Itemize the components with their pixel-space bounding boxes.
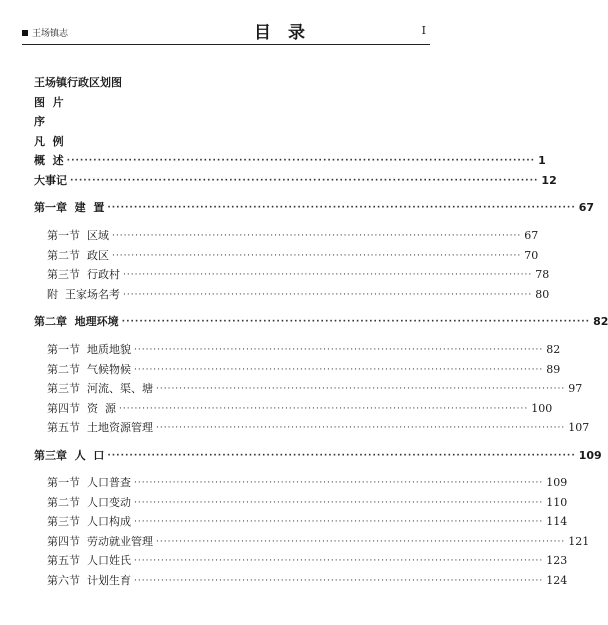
toc-page: 12 bbox=[541, 174, 557, 187]
leader-dots: ·········································································································· bbox=[121, 317, 591, 327]
toc-page: 109 bbox=[546, 476, 568, 489]
toc-page: 109 bbox=[578, 449, 602, 462]
toc-entry[interactable] bbox=[34, 133, 409, 149]
page-number: I bbox=[421, 24, 426, 37]
toc-entry[interactable] bbox=[47, 266, 550, 282]
toc-entry[interactable] bbox=[34, 313, 608, 329]
book-name-text: 王场镇志 bbox=[32, 29, 69, 39]
toc-label: 第三节 人口构成 bbox=[47, 515, 131, 528]
toc-label: 第三章 人 口 bbox=[34, 449, 105, 462]
leader-dots: ·········································································································· bbox=[134, 498, 544, 508]
leader-dots: ·········································································································· bbox=[119, 404, 529, 414]
toc-entry[interactable] bbox=[47, 513, 568, 529]
toc-label: 第六节 计划生育 bbox=[47, 574, 131, 587]
toc-label: 序 bbox=[34, 115, 45, 128]
toc-label: 附 王家场名考 bbox=[47, 288, 120, 301]
leader-dots: ·········································································································· bbox=[134, 345, 544, 355]
toc-page: 100 bbox=[531, 402, 553, 415]
toc-page: 123 bbox=[546, 554, 568, 567]
toc-page: 124 bbox=[546, 574, 568, 587]
toc-entry[interactable] bbox=[47, 380, 583, 396]
toc-label: 第一节 区域 bbox=[47, 229, 109, 242]
toc-entry[interactable] bbox=[47, 227, 539, 243]
toc-entry[interactable] bbox=[34, 152, 546, 168]
toc-entry[interactable] bbox=[47, 341, 561, 357]
leader-dots: ·········································································································· bbox=[156, 384, 566, 394]
page-header bbox=[22, 18, 430, 45]
toc-page: 89 bbox=[546, 363, 561, 376]
book-name bbox=[22, 26, 68, 39]
toc-label: 第四节 劳动就业管理 bbox=[47, 535, 153, 548]
toc-entry[interactable] bbox=[47, 361, 561, 377]
leader-dots: ·········································································································· bbox=[134, 576, 544, 586]
leader-dots: ·········································································································· bbox=[107, 203, 576, 213]
toc-page: 67 bbox=[524, 229, 539, 242]
toc-page: 97 bbox=[568, 382, 583, 395]
toc-entry[interactable] bbox=[47, 572, 568, 588]
toc-label: 王场镇行政区划图 bbox=[34, 76, 122, 89]
toc-page: 1 bbox=[538, 154, 546, 167]
leader-dots: ·········································································································· bbox=[107, 451, 576, 461]
toc-label: 第一节 人口普查 bbox=[47, 476, 131, 489]
toc-entry[interactable] bbox=[34, 94, 409, 110]
toc-label: 第一章 建 置 bbox=[34, 201, 105, 214]
leader-dots: ·········································································································· bbox=[156, 423, 566, 433]
toc-page: 70 bbox=[524, 249, 539, 262]
page-title: 目录 bbox=[254, 23, 322, 43]
toc-label: 概 述 bbox=[34, 154, 64, 167]
leader-dots: ·········································································································· bbox=[134, 365, 544, 375]
toc-page: 110 bbox=[546, 496, 568, 509]
leader-dots: ·········································································································· bbox=[156, 537, 566, 547]
leader-dots: ·········································································································· bbox=[70, 176, 539, 186]
toc-label: 第五节 土地资源管理 bbox=[47, 421, 153, 434]
toc-label: 第三节 行政村 bbox=[47, 268, 120, 281]
toc-entry[interactable] bbox=[47, 419, 590, 435]
toc-label: 第五节 人口姓氏 bbox=[47, 554, 131, 567]
toc-page: 80 bbox=[535, 288, 550, 301]
toc-entry[interactable] bbox=[47, 286, 550, 302]
toc-entry[interactable] bbox=[47, 494, 568, 510]
toc-entry[interactable] bbox=[34, 199, 595, 215]
leader-dots: ·········································································································· bbox=[112, 251, 522, 261]
leader-dots: ·········································································································· bbox=[134, 556, 544, 566]
leader-dots: ·········································································································· bbox=[66, 156, 536, 166]
toc-label: 第四节 资 源 bbox=[47, 402, 116, 415]
toc-label: 第三节 河流、渠、塘 bbox=[47, 382, 153, 395]
toc-page: 67 bbox=[578, 201, 595, 214]
toc-entry[interactable] bbox=[34, 172, 557, 188]
toc-entry[interactable] bbox=[47, 247, 539, 263]
toc-page: 107 bbox=[568, 421, 590, 434]
toc-entry[interactable] bbox=[47, 400, 553, 416]
toc-label: 第二章 地理环境 bbox=[34, 315, 119, 328]
toc-label: 第二节 气候物候 bbox=[47, 363, 131, 376]
toc-page: 121 bbox=[568, 535, 590, 548]
square-bullet-icon bbox=[22, 30, 28, 36]
toc-label: 图 片 bbox=[34, 96, 64, 109]
toc-entry[interactable] bbox=[47, 474, 568, 490]
toc-entry[interactable] bbox=[34, 74, 409, 90]
toc-page: 78 bbox=[535, 268, 550, 281]
leader-dots: ·········································································································· bbox=[112, 231, 522, 241]
toc-entry[interactable] bbox=[47, 552, 568, 568]
toc-entry[interactable] bbox=[47, 533, 590, 549]
leader-dots: ·········································································································· bbox=[123, 270, 533, 280]
toc-label: 第二节 人口变动 bbox=[47, 496, 131, 509]
leader-dots: ·········································································································· bbox=[134, 478, 544, 488]
toc-label: 凡 例 bbox=[34, 135, 64, 148]
toc-page: 82 bbox=[593, 315, 608, 328]
toc-label: 大事记 bbox=[34, 174, 67, 187]
toc-label: 第二节 政区 bbox=[47, 249, 109, 262]
leader-dots: ·········································································································· bbox=[123, 290, 533, 300]
toc-page: 114 bbox=[546, 515, 568, 528]
toc-page: 82 bbox=[546, 343, 561, 356]
toc-entry[interactable] bbox=[34, 113, 409, 129]
leader-dots: ·········································································································· bbox=[134, 517, 544, 527]
toc-label: 第一节 地质地貌 bbox=[47, 343, 131, 356]
toc-entry[interactable] bbox=[34, 447, 602, 463]
